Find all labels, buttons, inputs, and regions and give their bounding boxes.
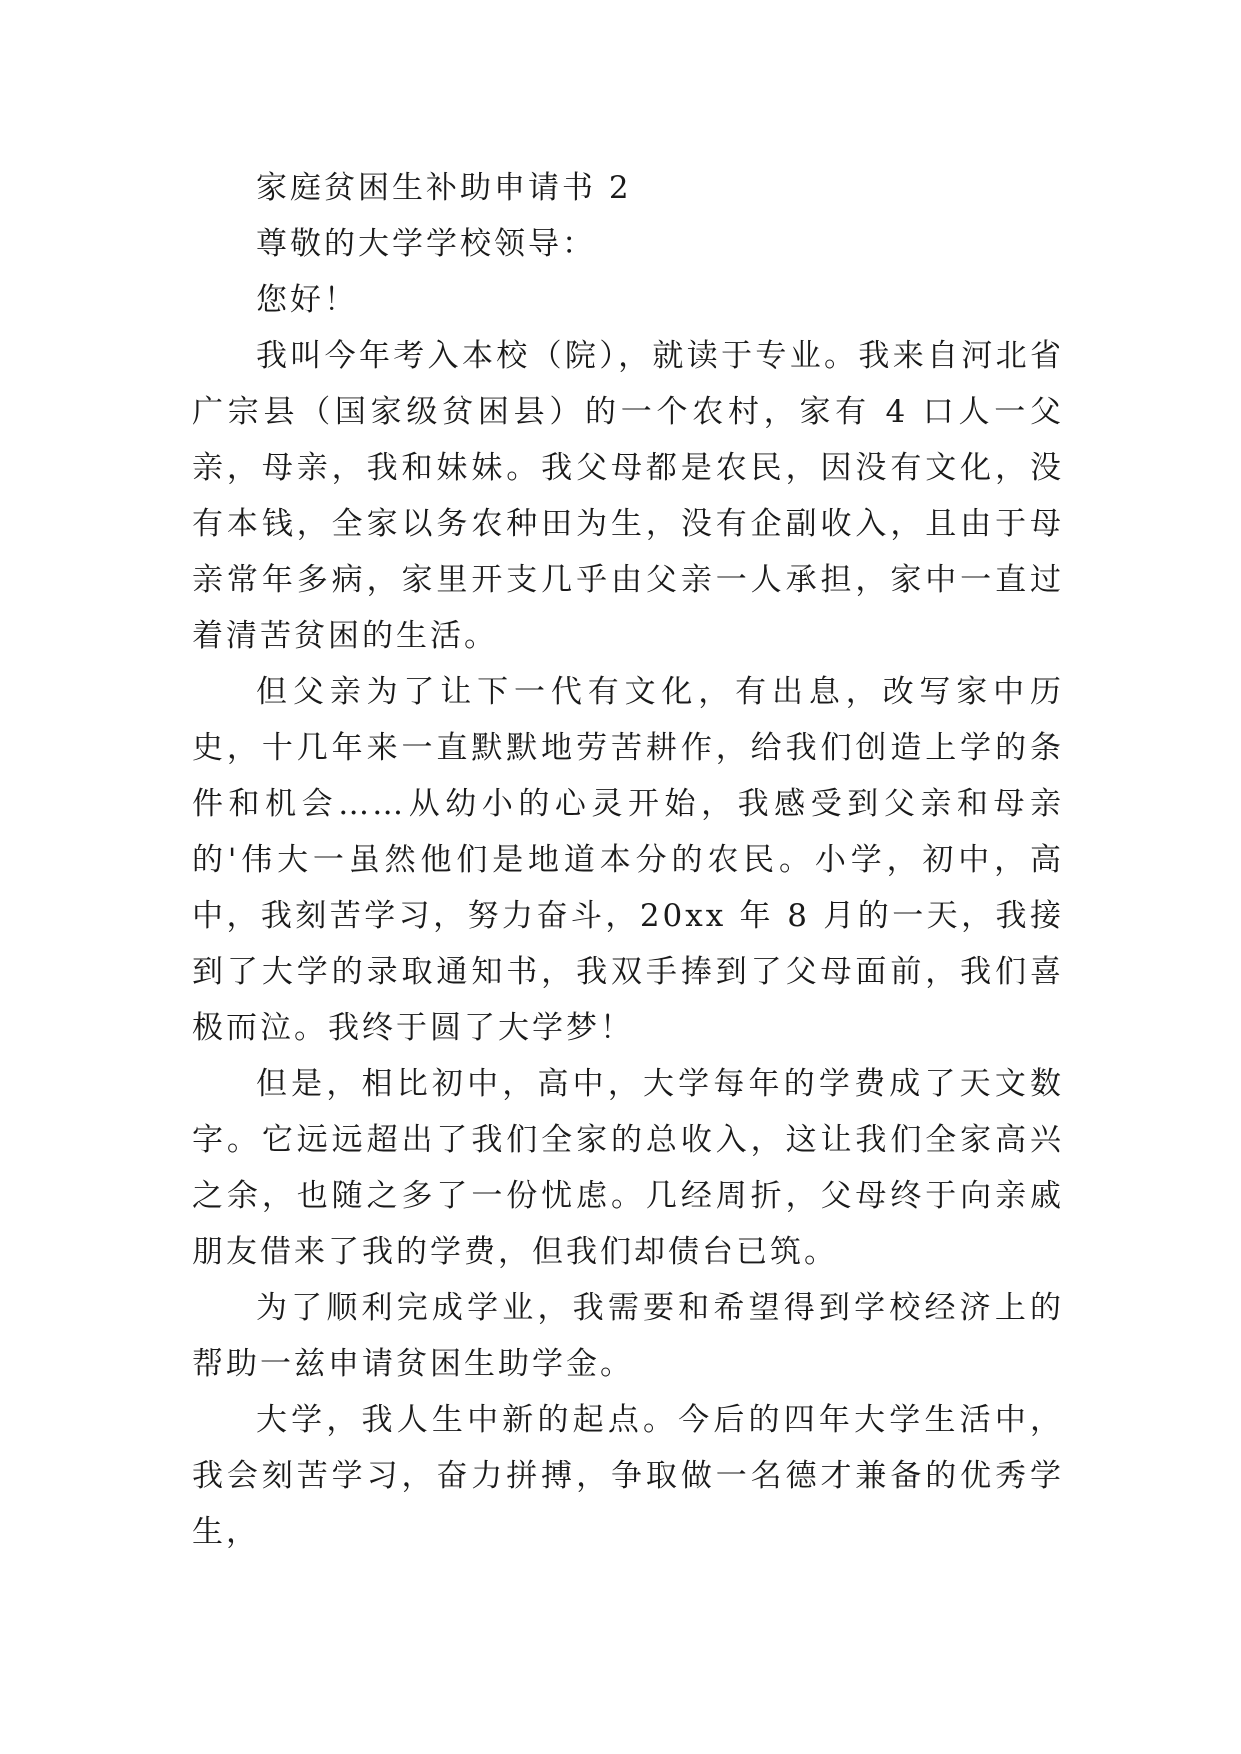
document-body	[192, 160, 1064, 1560]
body-paragraph-3: 但是，相比初中，高中，大学每年的学费成了天文数字。它远远超出了我们全家的总收入，这让我们全家高兴之余，也随之多了一份忧虑。几经周折，父母终于向亲戚朋友借来了我的学费，但我们却债台已筑。	[192, 1066, 1064, 1270]
body-paragraph-5: 大学，我人生中新的起点。今后的四年大学生活中，我会刻苦学习，奋力拼搏，争取做一名德才兼备的优秀学生，	[192, 1402, 1064, 1550]
greeting: 您好！	[256, 282, 358, 318]
body-paragraph-2: 但父亲为了让下一代有文化，有出息，改写家中历史，十几年来一直默默地劳苦耕作，给我们创造上学的条件和机会……从幼小的心灵开始，我感受到父亲和母亲的'伟大一虽然他们是地道本分的农民。小学，初中，高中，我刻苦学习，努力奋斗，20xx 年 8 月的一天，我接到了大学的录取通知书，我双手捧到了父母面前，我们喜极而泣。我终于圆了大学梦！	[192, 674, 1064, 1046]
document-title: 家庭贫困生补助申请书 2	[256, 170, 632, 206]
body-paragraph-4: 为了顺利完成学业，我需要和希望得到学校经济上的帮助一兹申请贫困生助学金。	[192, 1290, 1064, 1382]
body-paragraph-1: 我叫今年考入本校（院），就读于专业。我来自河北省广宗县（国家级贫困县）的一个农村，家有 4 口人一父亲，母亲，我和妹妹。我父母都是农民，因没有文化，没有本钱，全家以务农种田为生，没有企副收入，且由于母亲常年多病，家里开支几乎由父亲一人承担，家中一直过着清苦贫困的生活。	[192, 338, 1064, 654]
salutation: 尊敬的大学学校领导：	[256, 226, 596, 262]
